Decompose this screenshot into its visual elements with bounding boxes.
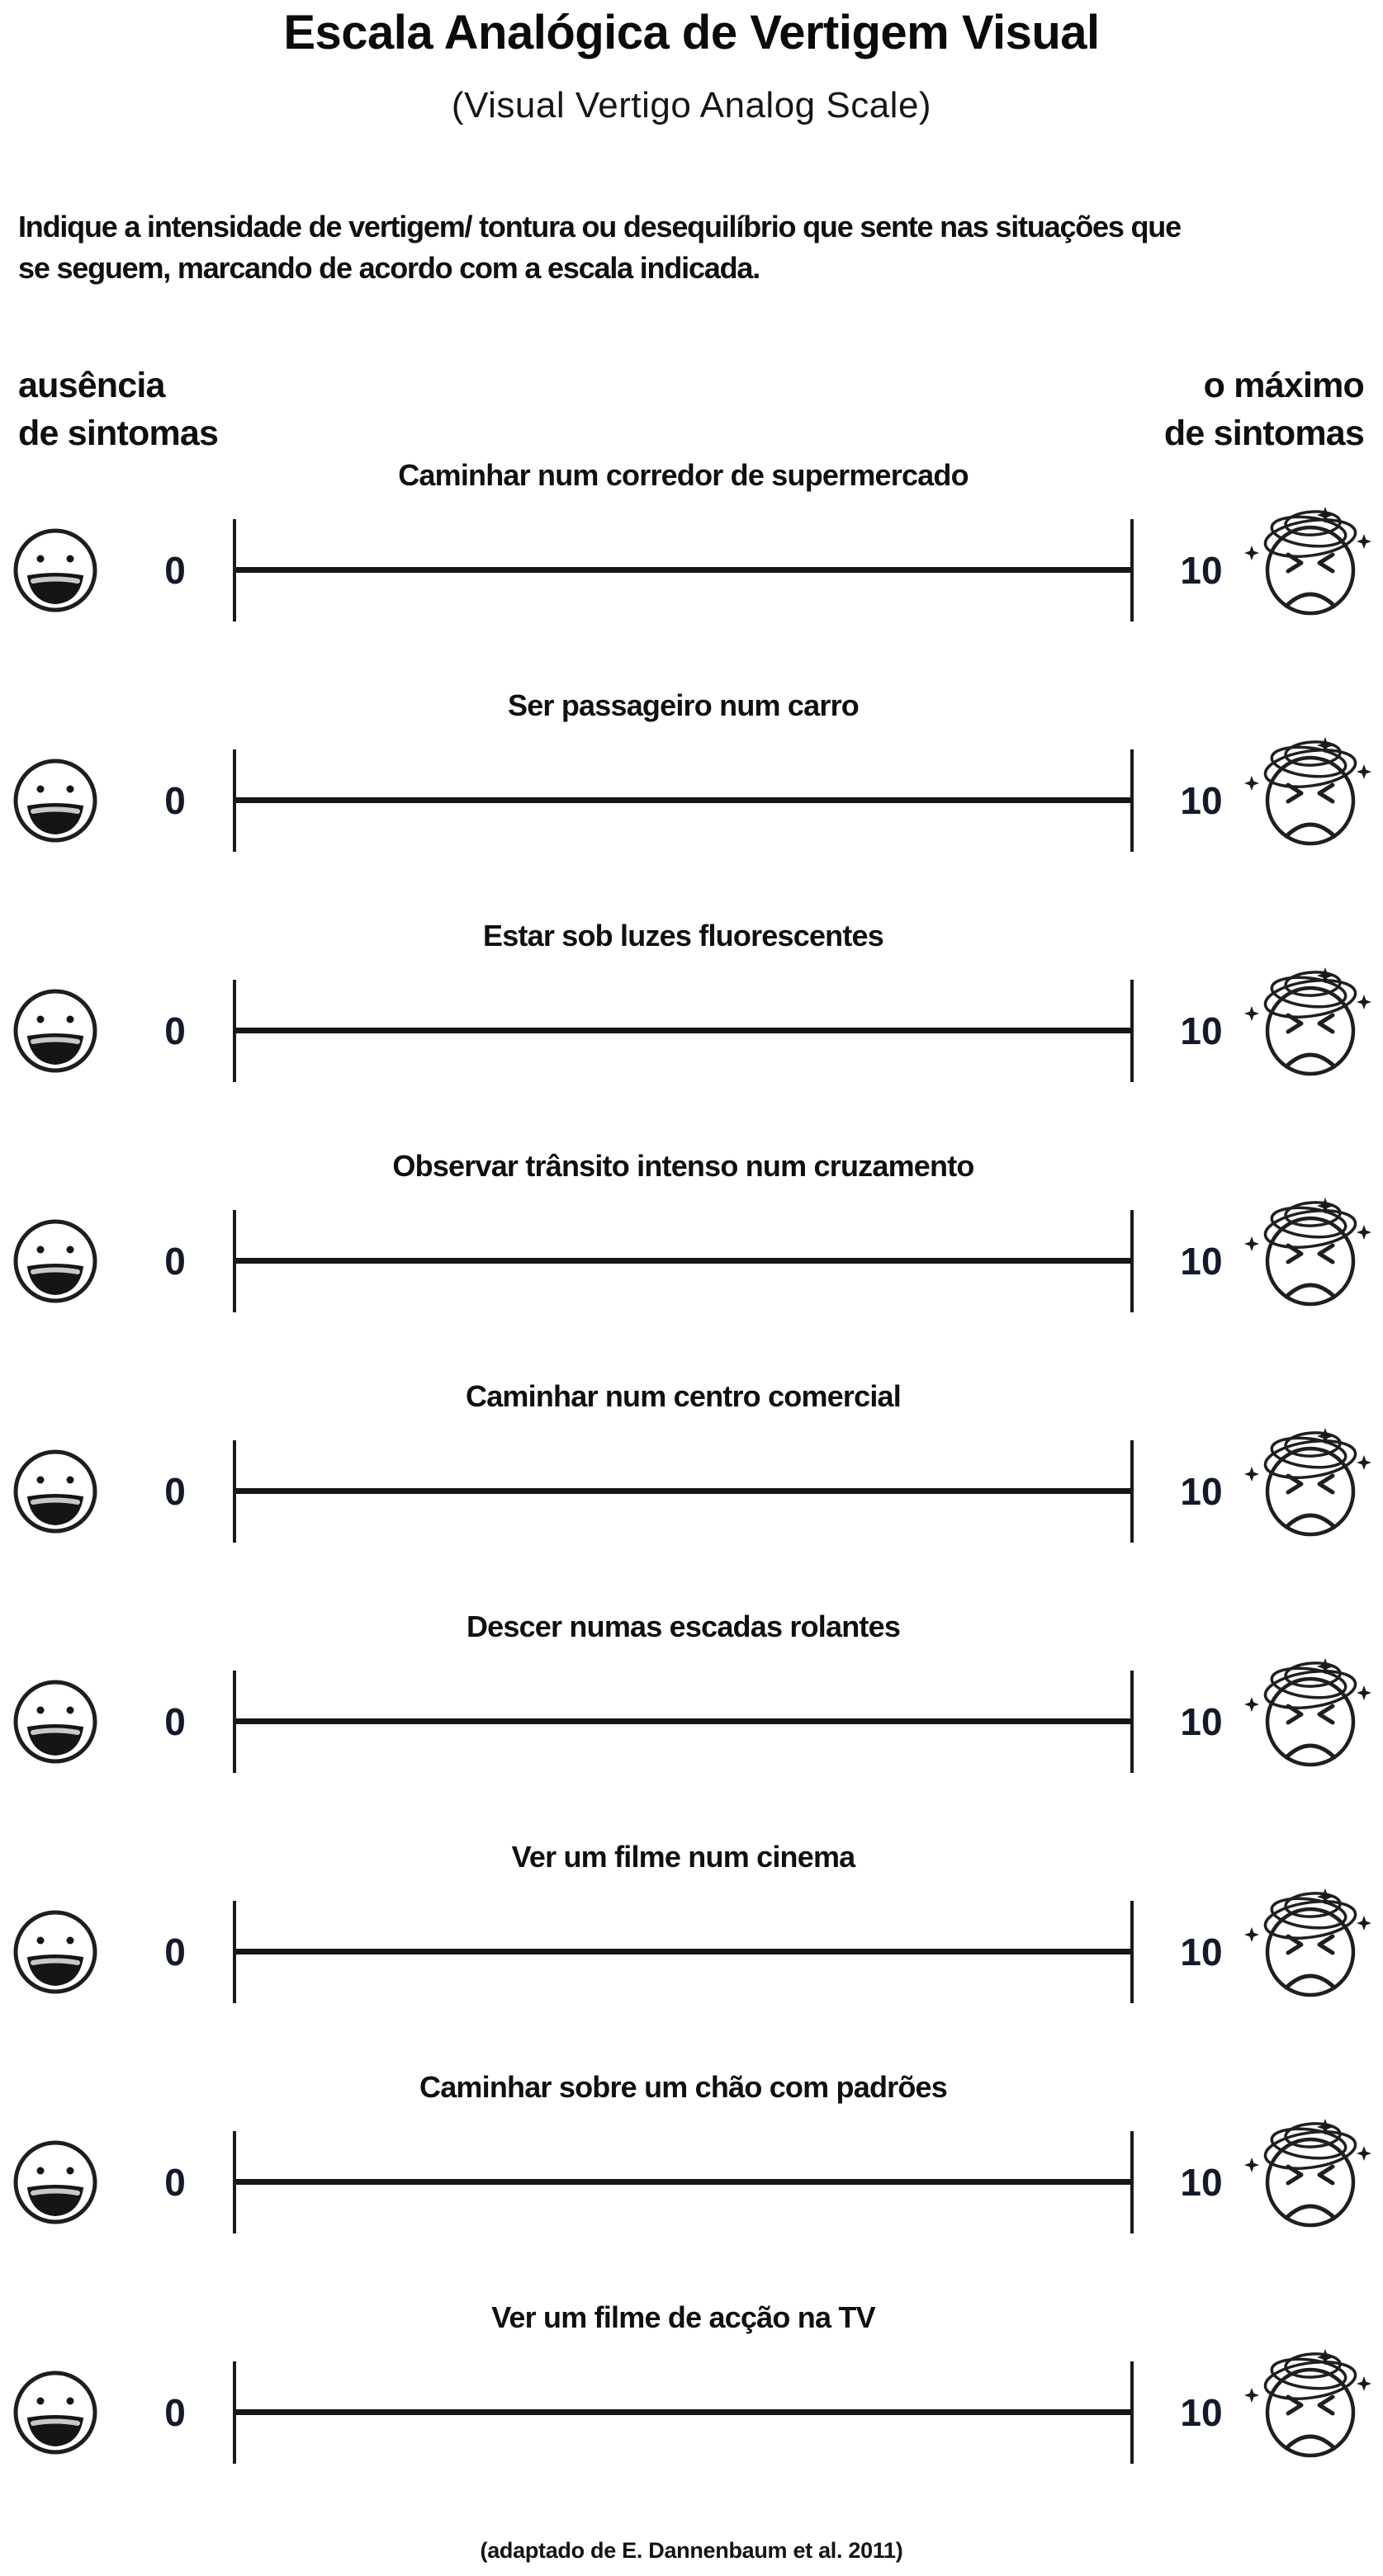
page-title: Escala Analógica de Vertigem Visual	[283, 6, 1100, 59]
scale-start-tick	[233, 519, 236, 622]
scale-max-value: 10	[1180, 548, 1223, 592]
happy-face-icon	[10, 2367, 101, 2458]
anchor-max-line-2: de sintomas	[1163, 414, 1364, 453]
scale-min-value: 0	[164, 2390, 186, 2434]
dizzy-face-icon	[1240, 2096, 1381, 2244]
happy-face-icon	[10, 1446, 101, 1537]
instructions-line-2: se seguem, marcando de acordo com a escala indicada.	[18, 251, 760, 285]
vas-item-row-7	[0, 1836, 1383, 2067]
vas-item-row-3	[0, 915, 1383, 1146]
dizzy-face-icon	[1240, 484, 1381, 632]
dizzy-face-icon	[1240, 1865, 1381, 2014]
source-attribution: (adaptado de E. Dannenbaum et al. 2011)	[480, 2538, 903, 2563]
page-subtitle: (Visual Vertigo Analog Scale)	[451, 85, 932, 125]
instructions-line-1: Indique a intensidade de vertigem/ tontura ou desequilíbrio que sente nas situações que	[18, 210, 1181, 243]
scale-min-value: 0	[164, 778, 186, 822]
happy-face-icon	[10, 525, 101, 616]
vas-response-line[interactable]	[234, 1146, 1132, 1376]
dizzy-face-icon	[1240, 1635, 1381, 1784]
scale-end-tick	[1130, 519, 1134, 622]
scale-line	[234, 1718, 1132, 1724]
scale-start-tick	[233, 1671, 236, 1773]
vas-response-line[interactable]	[234, 1376, 1132, 1606]
situation-label: Observar trânsito intenso num cruzamento	[392, 1149, 974, 1183]
scale-min-value: 0	[164, 2160, 186, 2204]
scale-min-value: 0	[164, 548, 186, 592]
vas-item-row-4	[0, 1146, 1383, 1376]
situation-label: Ver um filme de acção na TV	[491, 2300, 875, 2334]
scale-end-tick	[1130, 2131, 1134, 2233]
scale-max-value: 10	[1180, 1239, 1223, 1283]
scale-start-tick	[233, 2131, 236, 2233]
scale-start-tick	[233, 980, 236, 1082]
anchor-label-no-symptoms	[18, 362, 218, 457]
scale-max-value: 10	[1180, 1699, 1223, 1743]
dizzy-face-icon	[1240, 1175, 1381, 1323]
anchor-max-line-1: o máximo	[1203, 366, 1364, 405]
vas-item-row-8	[0, 2067, 1383, 2297]
scale-min-value: 0	[164, 1009, 186, 1052]
scale-line	[234, 1028, 1132, 1033]
scale-line	[234, 1949, 1132, 1954]
scale-start-tick	[233, 1440, 236, 1543]
scale-start-tick	[233, 1210, 236, 1312]
scale-max-value: 10	[1180, 2160, 1223, 2204]
vas-item-row-1	[0, 455, 1383, 685]
situation-label: Caminhar num corredor de supermercado	[398, 458, 969, 492]
vas-response-line[interactable]	[234, 2067, 1132, 2297]
instructions-text	[18, 206, 1366, 289]
scale-min-value: 0	[164, 1469, 186, 1513]
situation-label: Ver um filme num cinema	[511, 1840, 855, 1874]
happy-face-icon	[10, 755, 101, 846]
dizzy-face-icon	[1240, 1405, 1381, 1553]
scale-min-value: 0	[164, 1239, 186, 1283]
vas-response-line[interactable]	[234, 915, 1132, 1146]
scale-end-tick	[1130, 1901, 1134, 2003]
happy-face-icon	[10, 1216, 101, 1307]
scale-max-value: 10	[1180, 1009, 1223, 1052]
vas-items	[0, 455, 1383, 2527]
scale-min-value: 0	[164, 1699, 186, 1743]
vas-response-line[interactable]	[234, 1836, 1132, 2067]
scale-end-tick	[1130, 1671, 1134, 1773]
vas-response-line[interactable]	[234, 2297, 1132, 2527]
scale-line	[234, 567, 1132, 573]
dizzy-face-icon	[1240, 944, 1381, 1093]
vas-item-row-2	[0, 685, 1383, 915]
scale-line	[234, 2409, 1132, 2415]
scale-end-tick	[1130, 749, 1134, 852]
anchor-label-max-symptoms	[1164, 362, 1364, 457]
scale-line	[234, 797, 1132, 803]
scale-min-value: 0	[164, 1930, 186, 1973]
situation-label: Estar sob luzes fluorescentes	[483, 919, 883, 952]
vas-item-row-9	[0, 2297, 1383, 2527]
happy-face-icon	[10, 2137, 101, 2228]
vas-response-line[interactable]	[234, 455, 1132, 685]
scale-max-value: 10	[1180, 2390, 1223, 2434]
situation-label: Caminhar sobre um chão com padrões	[419, 2070, 947, 2104]
scale-start-tick	[233, 1901, 236, 2003]
situation-label: Ser passageiro num carro	[508, 688, 859, 722]
vas-response-line[interactable]	[234, 685, 1132, 915]
scale-end-tick	[1130, 980, 1134, 1082]
scale-max-value: 10	[1180, 1469, 1223, 1513]
vas-item-row-6	[0, 1606, 1383, 1836]
situation-label: Descer numas escadas rolantes	[466, 1609, 901, 1643]
scale-end-tick	[1130, 2361, 1134, 2464]
scale-max-value: 10	[1180, 1930, 1223, 1973]
scale-max-value: 10	[1180, 778, 1223, 822]
scale-start-tick	[233, 2361, 236, 2464]
happy-face-icon	[10, 1907, 101, 1997]
scale-start-tick	[233, 749, 236, 852]
scale-end-tick	[1130, 1440, 1134, 1543]
happy-face-icon	[10, 985, 101, 1076]
scale-end-tick	[1130, 1210, 1134, 1312]
vas-response-line[interactable]	[234, 1606, 1132, 1836]
scale-line	[234, 1258, 1132, 1264]
anchor-min-line-2: de sintomas	[18, 414, 219, 453]
happy-face-icon	[10, 1676, 101, 1767]
dizzy-face-icon	[1240, 714, 1381, 863]
situation-label: Caminhar num centro comercial	[466, 1379, 901, 1413]
anchor-min-line-1: ausência	[18, 366, 165, 405]
scale-line	[234, 2179, 1132, 2185]
dizzy-face-icon	[1240, 2326, 1381, 2474]
vas-item-row-5	[0, 1376, 1383, 1606]
scale-line	[234, 1488, 1132, 1494]
